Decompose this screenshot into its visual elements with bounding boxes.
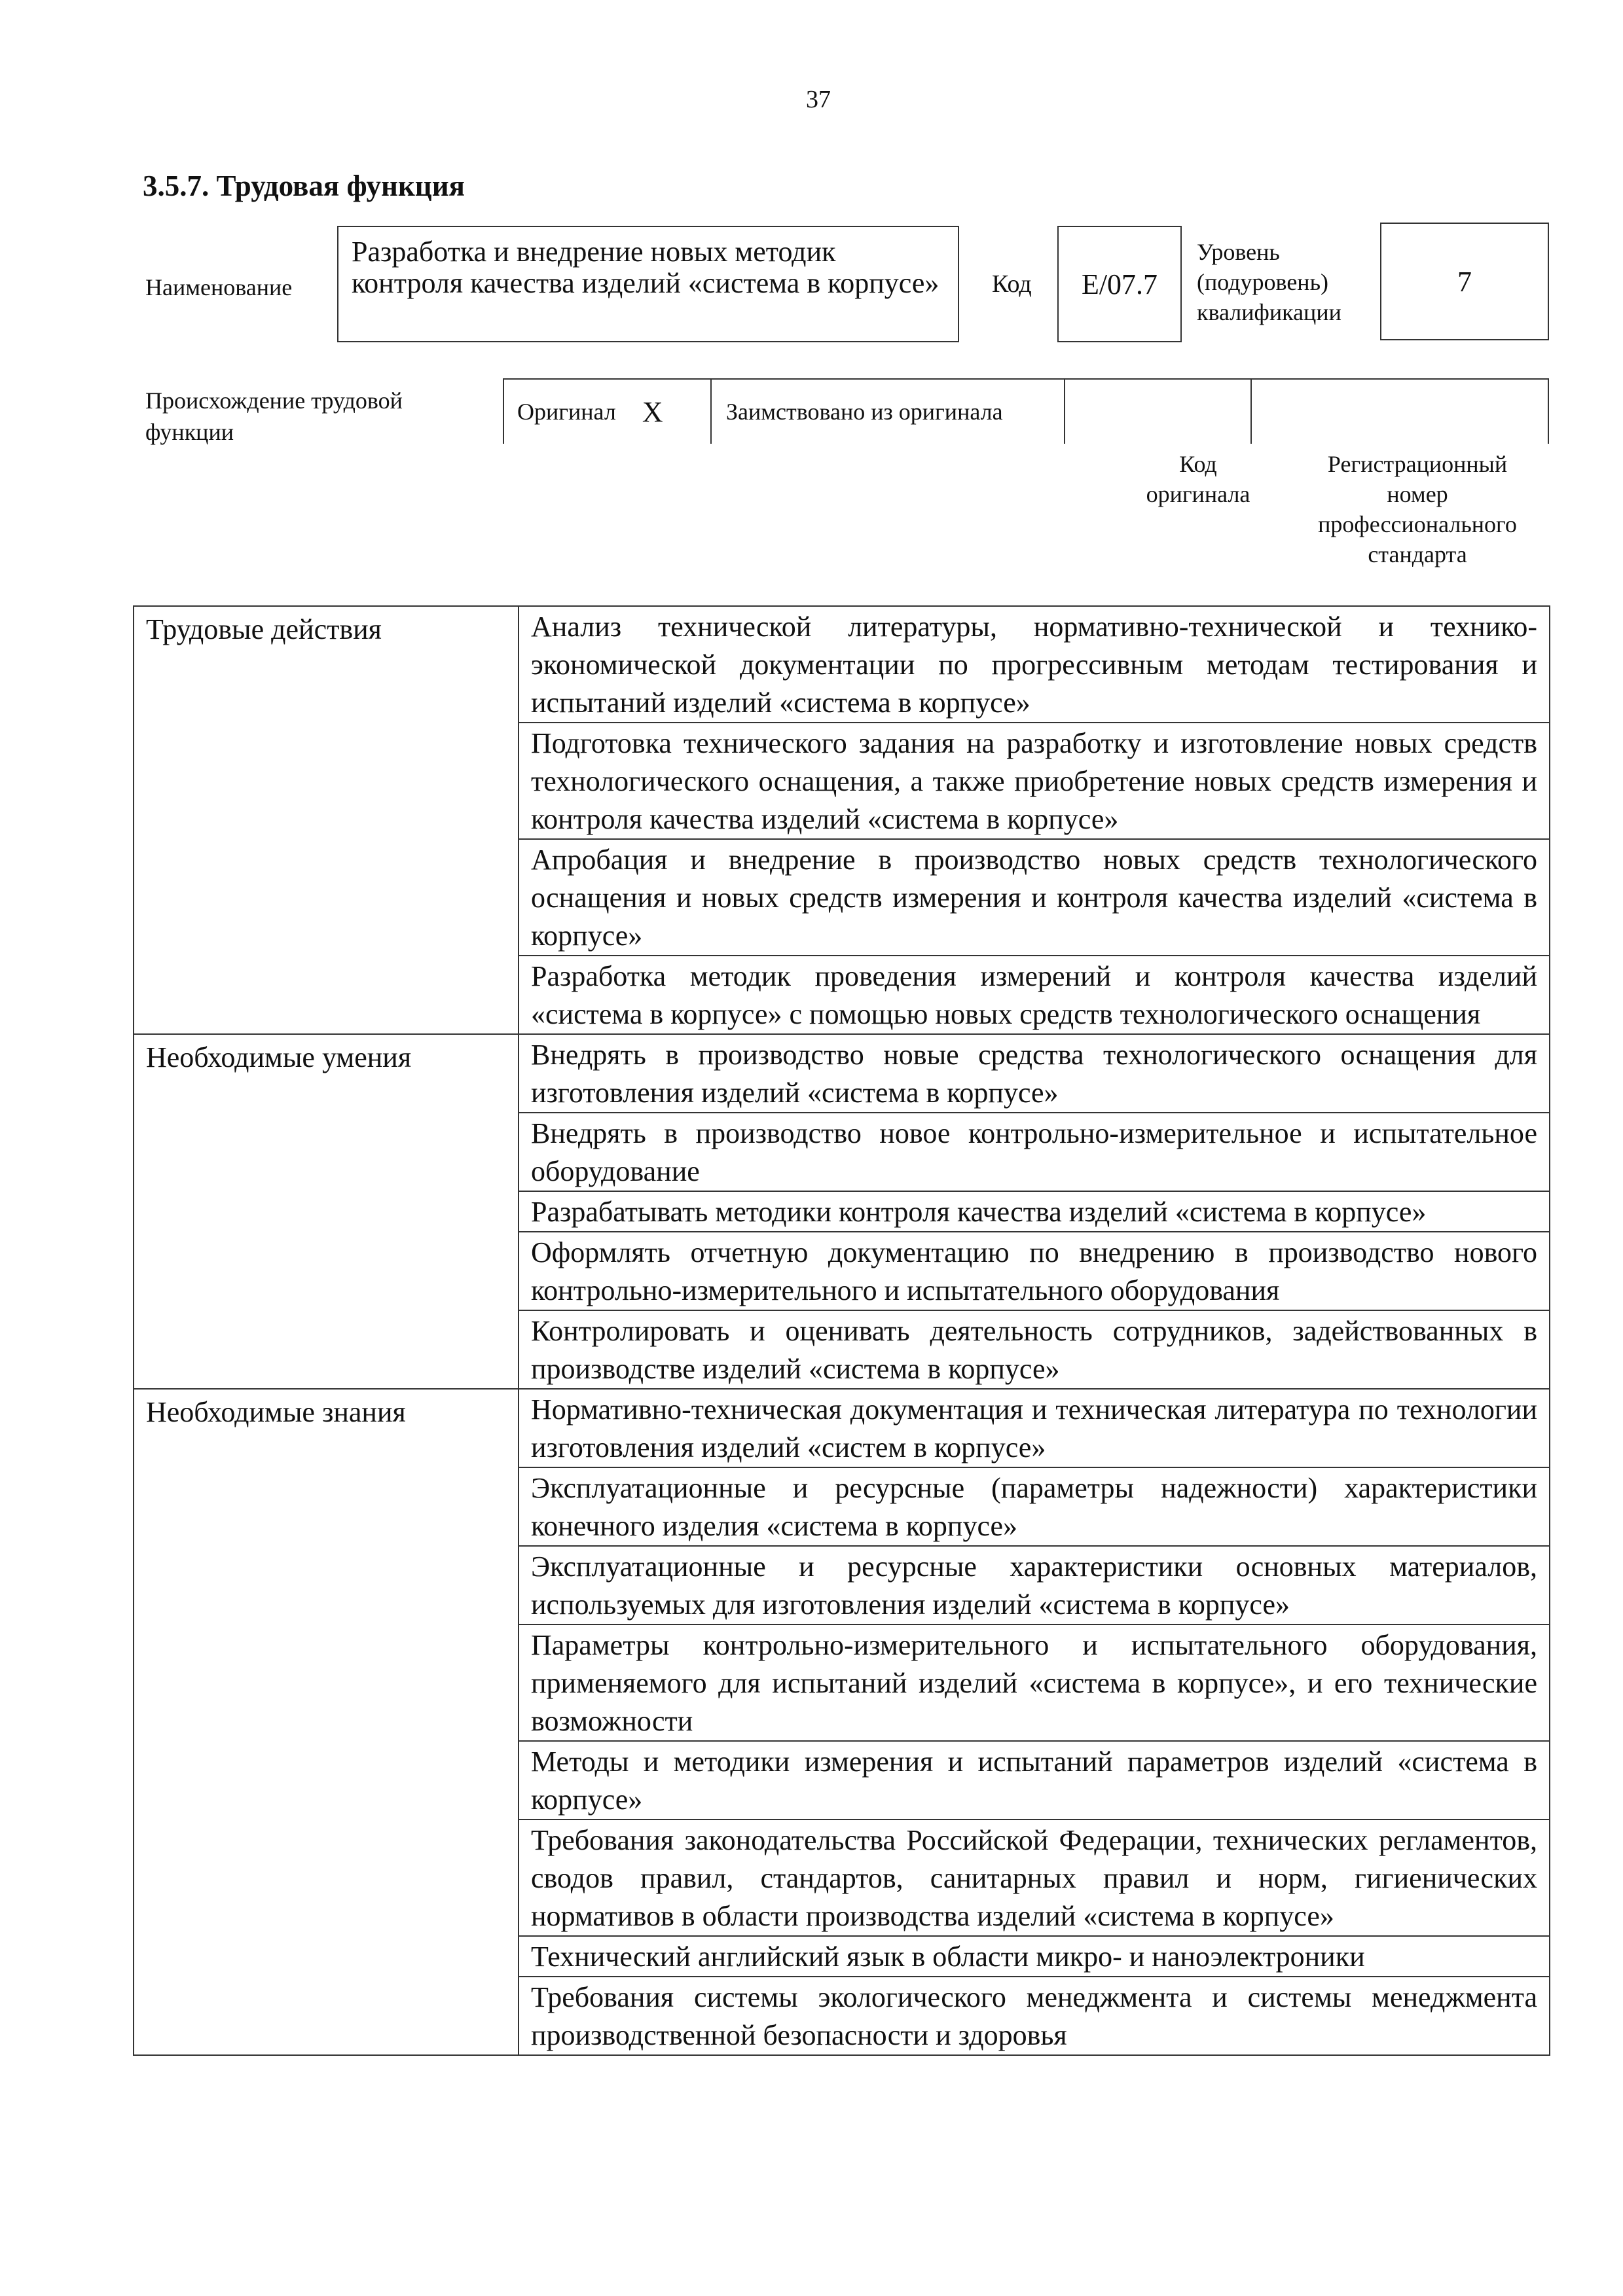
- name-value: Разработка и внедрение новых методик контроля качества изделий «система в корпусе»: [337, 226, 959, 342]
- table-cell: Эксплуатационные и ресурсные характеристики основных материалов, используемых для изготовления изделий «система в корпусе»: [519, 1546, 1550, 1624]
- borrowed-label: Заимствовано из оригинала: [726, 399, 1003, 425]
- origin-label-line: функции: [145, 419, 234, 445]
- caption-reg-number: [1283, 449, 1552, 569]
- table-cell: Внедрять в производство новые средства технологического оснащения для изготовления изделий «система в корпусе»: [519, 1034, 1550, 1113]
- page-number: 37: [806, 86, 831, 113]
- table-cell: Разработка методик проведения измерений и контроля качества изделий «система в корпусе» с помощью новых средств технологического оснащения: [519, 956, 1550, 1034]
- table-cell: Внедрять в производство новое контрольно-измерительное и испытательное оборудование: [519, 1113, 1550, 1191]
- caption-line: Код: [1179, 451, 1217, 477]
- code-value: E/07.7: [1057, 226, 1182, 342]
- table-cell: Параметры контрольно-измерительного и испытательного оборудования, применяемого для испытаний изделий «система в корпусе», и его технические возможности: [519, 1624, 1550, 1741]
- table-cell: Разрабатывать методики контроля качества изделий «система в корпусе»: [519, 1191, 1550, 1232]
- level-value: 7: [1380, 223, 1549, 340]
- table-row: [134, 1034, 1550, 1113]
- table-cell: Анализ технической литературы, нормативно-технической и технико-экономической документации по прогрессивным методам тестирования и испытаний изделий «система в корпусе»: [519, 606, 1550, 723]
- code-label: Код: [992, 270, 1032, 298]
- origin-row: [503, 378, 1549, 444]
- category-required-knowledge: Необходимые знания: [134, 1389, 519, 2055]
- origin-borrowed-cell: [712, 380, 1065, 444]
- table-row: [134, 1389, 1550, 1467]
- category-required-skills: Необходимые умения: [134, 1034, 519, 1389]
- level-label-line: (подуровень): [1197, 269, 1328, 295]
- table-cell: Эксплуатационные и ресурсные (параметры надежности) характеристики конечного изделия «система в корпусе»: [519, 1467, 1550, 1546]
- table-cell: Требования системы экологического менеджмента и системы менеджмента производственной безопасности и здоровья: [519, 1977, 1550, 2055]
- caption-line: стандарта: [1368, 541, 1467, 567]
- origin-reg-cell: [1252, 380, 1548, 444]
- level-label: [1197, 237, 1341, 327]
- origin-original-cell: [504, 380, 712, 444]
- table-cell: Методы и методики измерения и испытаний параметров изделий «система в корпусе»: [519, 1741, 1550, 1820]
- origin-label-line: Происхождение трудовой: [145, 387, 403, 414]
- origin-code-cell: [1065, 380, 1252, 444]
- caption-line: Регистрационный: [1327, 451, 1508, 477]
- name-label: Наименование: [145, 274, 293, 300]
- category-labor-actions: Трудовые действия: [134, 606, 519, 1034]
- table-cell: Требования законодательства Российской Федерации, технических регламентов, сводов правил, стандартов, санитарных правил и норм, гигиенических нормативов в области производства изделий «система в корпусе»: [519, 1820, 1550, 1936]
- caption-line: профессионального: [1318, 511, 1517, 537]
- table-cell: Апробация и внедрение в производство новых средств технологического оснащения и новых средств измерения и контроля качества изделий «система в корпусе»: [519, 839, 1550, 956]
- table-cell: Нормативно-техническая документация и техническая литература по технологии изготовления изделий «систем в корпусе»: [519, 1389, 1550, 1467]
- table-cell: Подготовка технического задания на разработку и изготовление новых средств технологического оснащения, а также приобретение новых средств измерения и контроля качества изделий «система в корпусе»: [519, 723, 1550, 839]
- original-mark: X: [642, 395, 663, 428]
- table-row: [134, 606, 1550, 723]
- origin-label: [145, 385, 403, 448]
- section-title: 3.5.7. Трудовая функция: [143, 170, 465, 202]
- caption-line: номер: [1387, 481, 1448, 507]
- function-table: [133, 605, 1550, 2056]
- level-label-line: Уровень: [1197, 239, 1280, 265]
- caption-line: оригинала: [1146, 481, 1250, 507]
- table-cell: Оформлять отчетную документацию по внедрению в производство нового контрольно-измерительного и испытательного оборудования: [519, 1232, 1550, 1310]
- level-label-line: квалификации: [1197, 299, 1341, 325]
- table-cell: Контролировать и оценивать деятельность сотрудников, задействованных в производстве изделий «система в корпусе»: [519, 1310, 1550, 1389]
- table-cell: Технический английский язык в области микро- и наноэлектроники: [519, 1936, 1550, 1977]
- original-label: Оригинал: [517, 399, 616, 425]
